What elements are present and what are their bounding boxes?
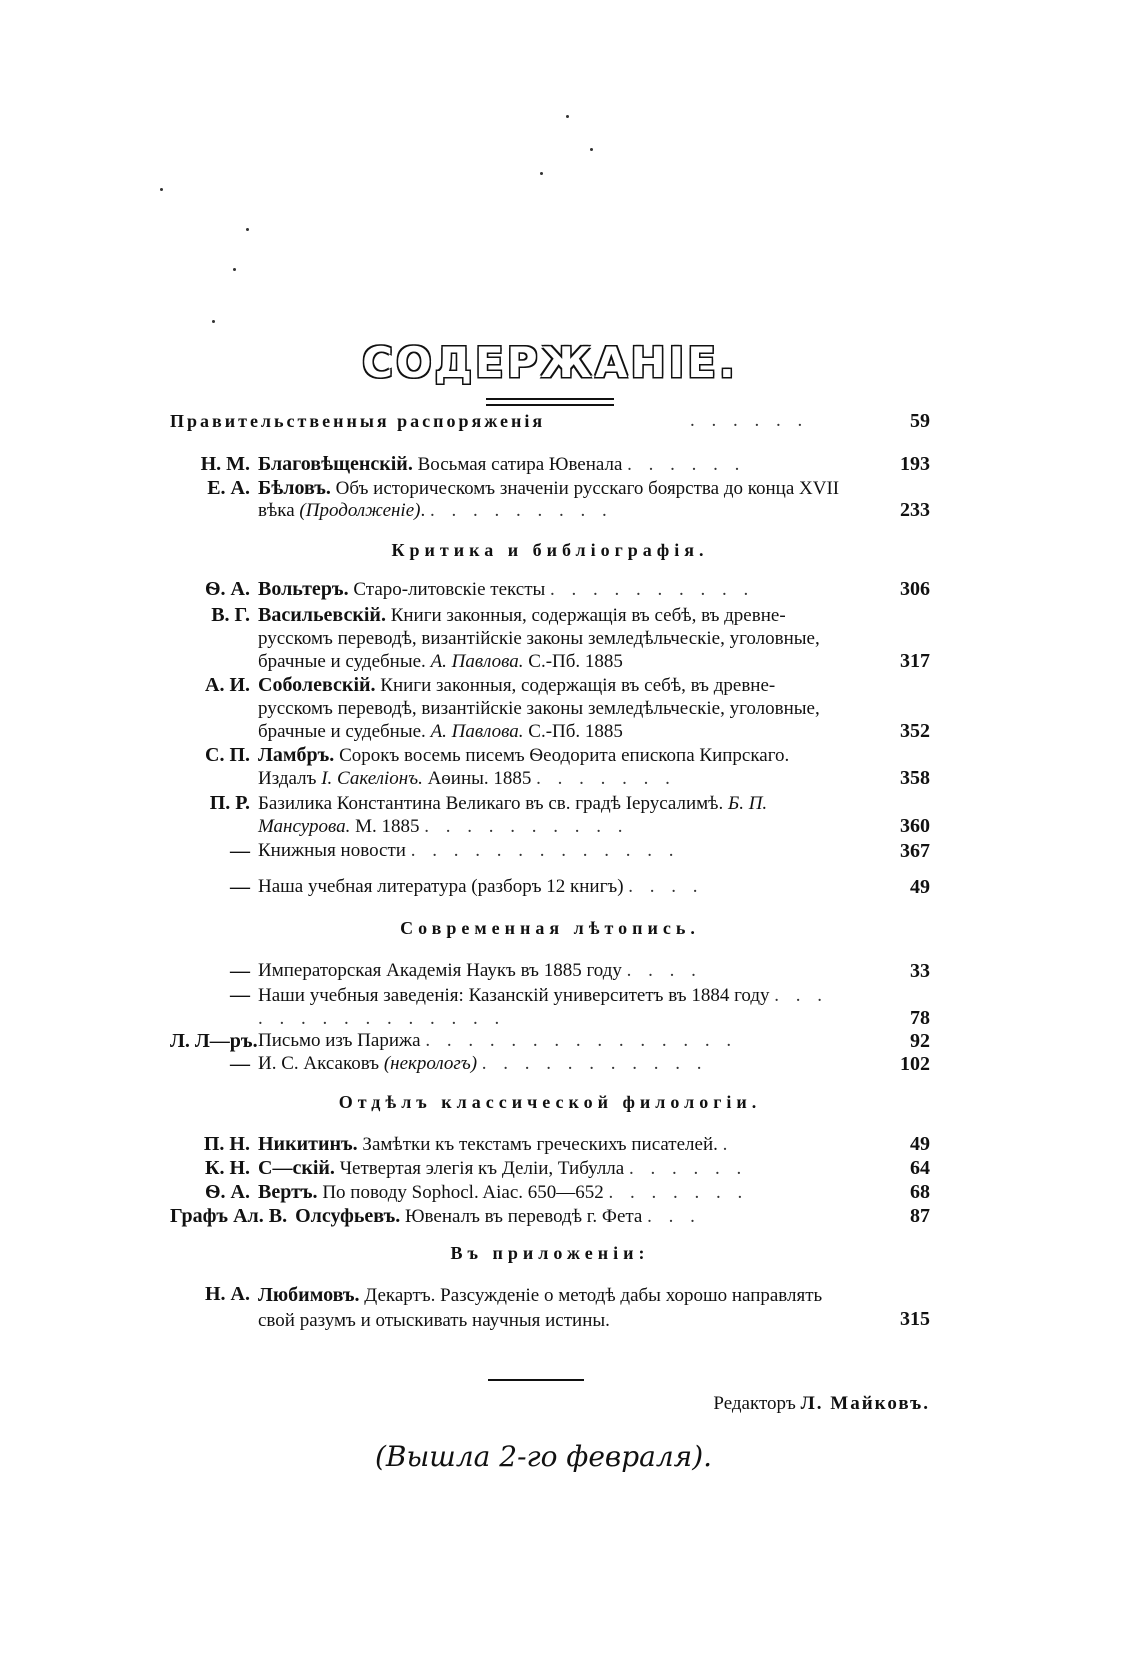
page-number: 367 [900, 840, 930, 862]
issue-date-handwritten: (Вышла 2-го февраля). [375, 1440, 713, 1473]
entry-title: По поводу Sophocl. Aiac. 650—652 [322, 1182, 604, 1203]
entry-title: Замѣтки къ текстамъ греческихъ писателей. [362, 1134, 718, 1155]
entry-text: Правительственныя распоряженія [170, 411, 546, 431]
print-speck [233, 268, 236, 271]
entry-tail: М. 1885 [355, 816, 420, 837]
entry-tail: С.-Пб. 1885 [528, 651, 623, 672]
toc-entry-lambr [170, 744, 930, 790]
author-name: Соболевскій. [258, 674, 376, 696]
author-initials: Графъ Ал. В. [170, 1205, 288, 1227]
author-initials: Н. А. [205, 1283, 250, 1305]
author-name: Васильевскій. [258, 604, 386, 626]
toc-entry-volter [170, 578, 930, 601]
author-initials: А. И. [205, 674, 250, 696]
print-speck [212, 320, 215, 323]
page-number: 193 [900, 453, 930, 475]
page-number: 59 [910, 410, 930, 432]
print-speck [246, 228, 249, 231]
entry-title: Четвертая элегія къ Деліи, Тибулла [339, 1158, 625, 1179]
entry-title: Сорокъ восемь писемъ Ѳеодорита епископа Кипрскаго. Издалъ [258, 745, 790, 789]
print-speck [540, 172, 543, 175]
toc-entry-lyubimov [170, 1283, 930, 1333]
toc-entry-textbooks [170, 876, 930, 899]
entry-tail: Аѳины. 1885 [427, 768, 532, 789]
toc-entry-belov: Е. А. Бѣловъ. Объ историческомъ значеніи русскаго боярства до конца XVII вѣка (Продолженіе). . . . . . . . . . 233 [170, 477, 930, 522]
entry-title: Восьмая сатира Ювенала [417, 454, 623, 475]
page-number: 49 [910, 1133, 930, 1155]
author-name: Бѣловъ. [258, 477, 331, 499]
entry-italic: Б. П. Мансурова. [258, 793, 768, 837]
editor-credit [713, 1393, 930, 1415]
entry-title: Книжныя новости [258, 840, 406, 861]
author-name: Вольтеръ. [258, 578, 349, 600]
leader-dots: . [722, 1134, 734, 1155]
toc-entry-paris-letter [170, 1030, 930, 1053]
leader-dots: . . . [647, 1206, 701, 1227]
bottom-rule [488, 1379, 584, 1381]
leader-dots: . . . . . . . . . [429, 500, 613, 521]
toc-entry-vasilievsky [170, 604, 930, 673]
toc-entry-kazan [170, 984, 930, 1030]
entry-title: Ювеналъ въ переводѣ г. Фета [405, 1206, 643, 1227]
page-number: 92 [910, 1030, 930, 1052]
leader-dots: . . . . . . . . . . . [481, 1053, 708, 1074]
author-initials: Ѳ. А. [205, 1181, 250, 1203]
leader-dots: . . . . . . . [608, 1182, 749, 1203]
entry-italic: (Продолженіе) [299, 500, 421, 521]
leader-dots: . . . . [626, 960, 702, 981]
page-title: СОДЕРЖАНІЕ. [362, 338, 738, 387]
leader-dots: . . . . . . [627, 454, 746, 475]
leader-dots: . . . . . . [690, 410, 809, 431]
entry-italic: А. Павлова. [430, 721, 524, 742]
toc-entry-basilica [170, 792, 930, 838]
page-number: 358 [900, 767, 930, 789]
em-dash: — [230, 840, 250, 862]
entry-title: И. С. Аксаковъ [258, 1053, 380, 1074]
author-initials: Ѳ. А. [205, 578, 250, 600]
author-initials: П. Р. [209, 792, 250, 814]
page-number: 64 [910, 1157, 930, 1179]
entry-title: Письмо изъ Парижа [258, 1030, 421, 1051]
leader-dots: . . . . . . . . . . . . . . . [425, 1030, 738, 1051]
toc-entry-aksakov [170, 1053, 930, 1076]
page-number: 87 [910, 1205, 930, 1227]
entry-italic: (некрологъ) [383, 1053, 478, 1074]
author-name: Любимовъ. [258, 1284, 360, 1306]
print-speck [160, 188, 163, 191]
page-number: 306 [900, 578, 930, 600]
author-name: Ламбръ. [258, 744, 335, 766]
em-dash: — [230, 984, 250, 1006]
entry-italic: І. Сакеліонъ. [321, 768, 423, 789]
print-speck [590, 148, 593, 151]
entry-title: Книги законныя, содержащія въ себѣ, въ древне-русскомъ переводѣ, византійскіе законы земледѣльческіе, уголовные, брачные и судебные. [258, 675, 820, 742]
entry-tail: С.-Пб. 1885 [528, 721, 623, 742]
editor-label: Редакторъ [713, 1393, 796, 1414]
author-initials: П. Н. [203, 1133, 250, 1155]
author-initials: Н. М. [200, 453, 250, 475]
author-initials: К. Н. [204, 1157, 250, 1179]
author-initials: Л. Л—ръ. [170, 1030, 258, 1052]
leader-dots: . . . . . . [628, 1158, 748, 1179]
em-dash: — [230, 876, 250, 898]
em-dash: — [230, 1053, 250, 1075]
leader-dots: . . . . . . . . . . . . . . . [258, 985, 829, 1029]
section-heading-classics: Отдѣлъ классической филологіи. [338, 1092, 762, 1112]
toc-entry-academy [170, 960, 930, 983]
toc-entry-vert [170, 1181, 930, 1204]
section-heading-critique: Критика и библіографія. [391, 540, 709, 560]
author-name: Олсуфьевъ. [295, 1205, 401, 1227]
section-heading-chronicle: Современная лѣтопись. [400, 918, 700, 938]
title-underline [486, 398, 614, 406]
author-initials: С. П. [205, 744, 250, 766]
page-number: 360 [900, 815, 930, 837]
toc-entry-olsufiev [170, 1205, 930, 1228]
entry-title: Императорская Академія Наукъ въ 1885 году [258, 960, 622, 981]
entry-title: Наша учебная литература (разборъ 12 книгъ) [258, 876, 624, 897]
author-name: С—скій. [258, 1157, 335, 1179]
em-dash: — [230, 960, 250, 982]
entry-title: Наши учебныя заведенія: Казанскій университетъ въ 1884 году [258, 985, 770, 1006]
page-number: 68 [910, 1181, 930, 1203]
page-number: 233 [900, 499, 930, 521]
toc-entry-government [170, 410, 930, 432]
toc-entry-nikitin [170, 1133, 930, 1156]
section-heading-appendix: Въ приложеніи: [450, 1243, 650, 1263]
page-number: 352 [900, 720, 930, 742]
entry-title: Базилика Константина Великаго въ св. градѣ Іерусалимѣ. [258, 793, 724, 814]
page-number: 315 [900, 1308, 930, 1330]
author-name: Никитинъ. [258, 1133, 358, 1155]
author-initials: Е. А. [207, 477, 250, 499]
table-of-contents-page [170, 0, 930, 1659]
toc-entry-s-sky [170, 1157, 930, 1180]
page-number: 317 [900, 650, 930, 672]
page-number: 49 [910, 876, 930, 898]
toc-entry-blagoveshchensky [170, 453, 930, 476]
leader-dots: . . . . . . . . . . [550, 579, 755, 600]
entry-italic: А. Павлова. [430, 651, 524, 672]
editor-name: Л. Майковъ. [800, 1393, 930, 1414]
entry-title: Старо-литовскіе тексты [353, 579, 546, 600]
entry-title: Объ историческомъ значеніи русскаго боярства до конца XVII вѣка [258, 478, 840, 521]
entry-title: Книги законныя, содержащія въ себѣ, въ древне-русскомъ переводѣ, византійскіе законы земледѣльческіе, уголовные, брачные и судебные. [258, 605, 820, 672]
page-number: 102 [900, 1053, 930, 1075]
author-initials: В. Г. [211, 604, 250, 626]
entry-title: Декартъ. Разсужденіе о методѣ дабы хорошо направлять свой разумъ и отыскивать научныя истины. [258, 1285, 823, 1331]
author-name: Благовѣщенскій. [258, 453, 413, 475]
leader-dots: . . . . . . . . . . . . . [410, 840, 680, 861]
print-speck [566, 115, 569, 118]
page-number: 78 [910, 1007, 930, 1029]
leader-dots: . . . . [628, 876, 704, 897]
toc-entry-book-news [170, 840, 930, 863]
leader-dots: . . . . . . . . . . [424, 816, 629, 837]
page-number: 33 [910, 960, 930, 982]
leader-dots: . . . . . . . [536, 768, 676, 789]
author-name: Вертъ. [258, 1181, 318, 1203]
toc-entry-sobolevsky [170, 674, 930, 743]
